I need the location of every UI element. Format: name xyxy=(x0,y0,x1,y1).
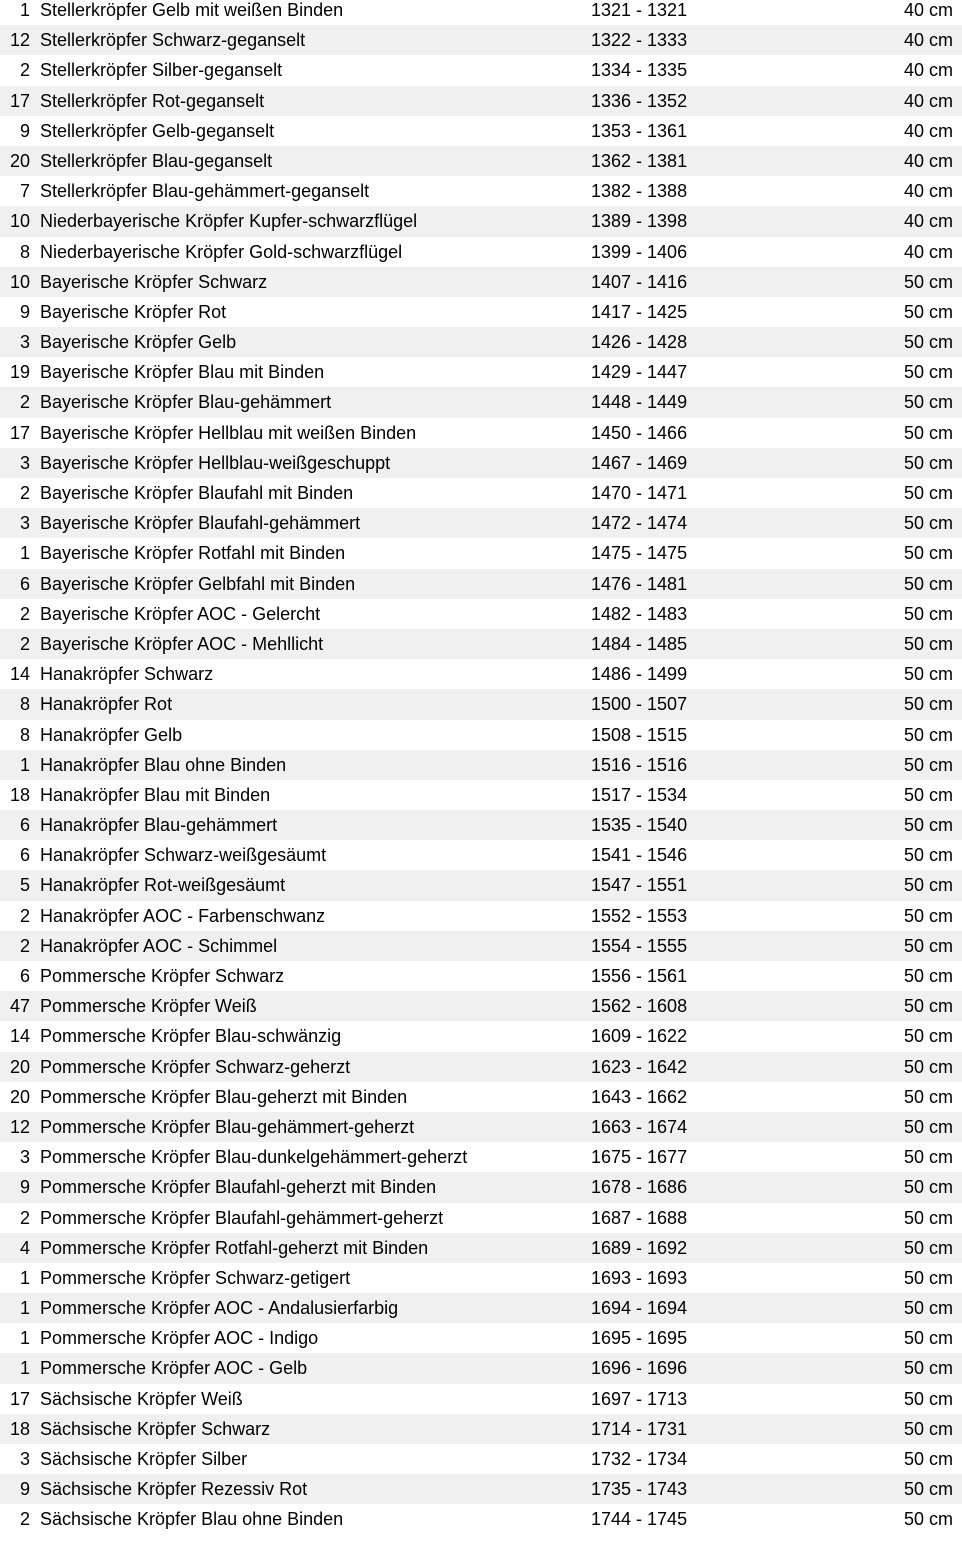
table-row xyxy=(0,538,962,568)
table-row xyxy=(0,86,962,116)
row-cage-size: 50 cm xyxy=(903,483,953,503)
row-count: 5 xyxy=(19,875,30,896)
row-number-range: 1448 - 1449 xyxy=(591,392,688,413)
row-number-range: 1508 - 1515 xyxy=(591,724,688,745)
row-name: Pommersche Kröpfer Blau-dunkelgehämmert-geherzt xyxy=(40,1147,468,1168)
row-cage-size: 50 cm xyxy=(903,784,953,805)
row-number-range: 1735 - 1743 xyxy=(591,1479,688,1500)
row-number-range: 1714 - 1731 xyxy=(591,1418,688,1439)
table-row xyxy=(0,810,962,840)
row-cage-size: 50 cm xyxy=(903,724,953,745)
row-cage-size: 50 cm xyxy=(903,996,953,1017)
row-name: Stellerkröpfer Schwarz-geganselt xyxy=(40,30,306,51)
table-row xyxy=(0,901,962,931)
row-number-range: 1694 - 1694 xyxy=(591,1298,688,1319)
row-name: Bayerische Kröpfer Rotfahl mit Binden xyxy=(40,543,346,564)
row-cage-size: 50 cm xyxy=(903,1116,953,1137)
table-row xyxy=(0,1293,962,1323)
table-row xyxy=(0,387,962,417)
row-count: 18 xyxy=(9,1418,30,1439)
table-row xyxy=(0,1172,962,1202)
row-number-range: 1426 - 1428 xyxy=(591,332,688,353)
row-cage-size: 50 cm xyxy=(903,1449,953,1469)
row-number-range: 1552 - 1553 xyxy=(591,905,688,926)
row-name: Stellerkröpfer Silber-geganselt xyxy=(40,60,283,81)
row-cage-size: 50 cm xyxy=(903,694,953,715)
row-cage-size: 50 cm xyxy=(903,754,953,775)
row-name: Pommersche Kröpfer AOC - Andalusierfarbig xyxy=(40,1298,399,1319)
row-name: Stellerkröpfer Rot-geganselt xyxy=(40,90,265,111)
row-name: Stellerkröpfer Gelb-geganselt xyxy=(40,120,275,141)
row-cage-size: 50 cm xyxy=(903,1237,953,1258)
row-cage-size: 50 cm xyxy=(903,935,953,956)
table-row xyxy=(0,1203,962,1233)
table-row xyxy=(0,508,962,538)
row-count: 3 xyxy=(19,332,30,353)
row-name: Pommersche Kröpfer Blau-gehämmert-geherzt xyxy=(40,1116,415,1137)
row-name: Bayerische Kröpfer AOC - Gelercht xyxy=(40,603,321,624)
row-number-range: 1516 - 1516 xyxy=(591,754,688,775)
row-cage-size: 40 cm xyxy=(903,30,953,51)
row-number-range: 1675 - 1677 xyxy=(591,1147,688,1168)
table-row xyxy=(0,750,962,780)
row-number-range: 1362 - 1381 xyxy=(591,150,688,171)
row-count: 1 xyxy=(19,0,30,20)
row-cage-size: 40 cm xyxy=(903,181,953,202)
row-cage-size: 50 cm xyxy=(903,845,953,866)
row-name: Bayerische Kröpfer Schwarz xyxy=(40,271,268,292)
table-row xyxy=(0,1353,962,1383)
row-number-range: 1472 - 1474 xyxy=(591,513,688,534)
table-row xyxy=(0,961,962,991)
row-number-range: 1482 - 1483 xyxy=(591,603,688,624)
row-number-range: 1382 - 1388 xyxy=(591,181,688,202)
table-row xyxy=(0,357,962,387)
row-count: 18 xyxy=(9,784,30,805)
row-cage-size: 50 cm xyxy=(903,815,953,836)
row-count: 6 xyxy=(19,966,30,986)
row-number-range: 1663 - 1674 xyxy=(591,1116,688,1137)
table-row xyxy=(0,599,962,629)
row-number-range: 1556 - 1561 xyxy=(591,966,688,986)
row-count: 2 xyxy=(19,935,30,956)
table-row xyxy=(0,629,962,659)
row-number-range: 1486 - 1499 xyxy=(591,664,688,685)
table-row xyxy=(0,146,962,176)
row-number-range: 1500 - 1507 xyxy=(591,694,688,715)
row-count: 17 xyxy=(9,1388,30,1409)
row-count: 3 xyxy=(19,513,30,534)
row-name: Hanakröpfer Rot-weißgesäumt xyxy=(40,875,286,896)
row-number-range: 1535 - 1540 xyxy=(591,815,688,836)
row-cage-size: 50 cm xyxy=(903,1388,953,1409)
table-row xyxy=(0,55,962,85)
row-name: Sächsische Kröpfer Blau ohne Binden xyxy=(40,1509,344,1530)
row-count: 2 xyxy=(19,1207,30,1228)
row-cage-size: 50 cm xyxy=(903,1267,953,1288)
table-row xyxy=(0,870,962,900)
table-row xyxy=(0,1233,962,1263)
table-row xyxy=(0,840,962,870)
row-count: 20 xyxy=(9,150,30,171)
row-number-range: 1336 - 1352 xyxy=(591,90,688,111)
row-count: 2 xyxy=(19,633,30,654)
row-cage-size: 50 cm xyxy=(903,362,953,383)
table-row xyxy=(0,237,962,267)
row-name: Sächsische Kröpfer Weiß xyxy=(40,1388,243,1409)
table-row xyxy=(0,1474,962,1504)
row-count: 6 xyxy=(19,845,30,866)
table-row xyxy=(0,478,962,508)
row-number-range: 1334 - 1335 xyxy=(591,60,688,81)
row-number-range: 1678 - 1686 xyxy=(591,1177,688,1198)
table-row xyxy=(0,1052,962,1082)
row-cage-size: 50 cm xyxy=(903,633,953,654)
table-row xyxy=(0,1414,962,1444)
row-number-range: 1399 - 1406 xyxy=(591,241,688,262)
row-name: Bayerische Kröpfer Rot xyxy=(40,301,227,322)
row-count: 6 xyxy=(19,573,30,594)
row-count: 2 xyxy=(19,905,30,926)
table-row xyxy=(0,176,962,206)
row-count: 17 xyxy=(9,90,30,111)
row-name: Pommersche Kröpfer Schwarz xyxy=(40,966,285,986)
table-row xyxy=(0,991,962,1021)
table-row xyxy=(0,1323,962,1353)
row-name: Stellerkröpfer Gelb mit weißen Binden xyxy=(40,0,344,20)
table-row xyxy=(0,267,962,297)
row-cage-size: 50 cm xyxy=(903,1056,953,1077)
row-count: 8 xyxy=(19,694,30,715)
table-row xyxy=(0,448,962,478)
table-row xyxy=(0,1082,962,1112)
row-count: 10 xyxy=(9,271,30,292)
row-count: 1 xyxy=(19,543,30,564)
row-count: 9 xyxy=(19,120,30,141)
row-count: 1 xyxy=(19,1267,30,1288)
row-count: 9 xyxy=(19,301,30,322)
row-name: Pommersche Kröpfer Blau-geherzt mit Binden xyxy=(40,1086,408,1107)
table-row xyxy=(0,1444,962,1474)
row-number-range: 1467 - 1469 xyxy=(591,452,688,473)
row-name: Hanakröpfer Schwarz xyxy=(40,664,214,685)
row-name: Pommersche Kröpfer AOC - Gelb xyxy=(40,1358,308,1379)
row-count: 2 xyxy=(19,483,30,503)
row-count: 1 xyxy=(19,1358,30,1379)
table-row xyxy=(0,0,962,25)
row-count: 14 xyxy=(9,1026,30,1047)
table-row xyxy=(0,1384,962,1414)
row-name: Pommersche Kröpfer Schwarz-getigert xyxy=(40,1267,351,1288)
row-count: 1 xyxy=(19,754,30,775)
row-cage-size: 50 cm xyxy=(903,1086,953,1107)
table-row xyxy=(0,297,962,327)
row-name: Bayerische Kröpfer Blaufahl mit Binden xyxy=(40,483,354,503)
row-cage-size: 40 cm xyxy=(903,0,953,20)
row-cage-size: 50 cm xyxy=(903,1358,953,1379)
row-number-range: 1450 - 1466 xyxy=(591,422,688,443)
row-name: Bayerische Kröpfer Blaufahl-gehämmert xyxy=(40,513,361,534)
table-row xyxy=(0,659,962,689)
row-cage-size: 50 cm xyxy=(903,332,953,353)
row-number-range: 1687 - 1688 xyxy=(591,1207,688,1228)
row-number-range: 1476 - 1481 xyxy=(591,573,688,594)
row-name: Pommersche Kröpfer AOC - Indigo xyxy=(40,1328,319,1349)
row-number-range: 1429 - 1447 xyxy=(591,362,688,383)
row-cage-size: 50 cm xyxy=(903,1328,953,1349)
row-count: 1 xyxy=(19,1328,30,1349)
row-cage-size: 40 cm xyxy=(903,211,953,232)
row-count: 3 xyxy=(19,1449,30,1469)
row-name: Sächsische Kröpfer Rezessiv Rot xyxy=(40,1479,308,1500)
row-count: 3 xyxy=(19,1147,30,1168)
row-number-range: 1517 - 1534 xyxy=(591,784,688,805)
row-cage-size: 40 cm xyxy=(903,60,953,81)
row-name: Bayerische Kröpfer Hellblau-weißgeschuppt xyxy=(40,452,391,473)
row-name: Pommersche Kröpfer Blaufahl-gehämmert-geherzt xyxy=(40,1207,444,1228)
row-name: Stellerkröpfer Blau-gehämmert-geganselt xyxy=(40,181,370,202)
row-name: Bayerische Kröpfer Hellblau mit weißen Binden xyxy=(40,422,417,443)
row-count: 9 xyxy=(19,1177,30,1198)
row-count: 12 xyxy=(9,30,30,51)
row-name: Niederbayerische Kröpfer Kupfer-schwarzflügel xyxy=(40,211,418,232)
row-name: Hanakröpfer AOC - Schimmel xyxy=(40,935,278,956)
row-number-range: 1732 - 1734 xyxy=(591,1449,688,1469)
table-row xyxy=(0,116,962,146)
row-count: 14 xyxy=(9,664,30,685)
table-row xyxy=(0,1504,962,1534)
row-count: 2 xyxy=(19,60,30,81)
row-name: Bayerische Kröpfer Blau mit Binden xyxy=(40,362,325,383)
row-cage-size: 50 cm xyxy=(903,1509,953,1530)
row-cage-size: 50 cm xyxy=(903,1298,953,1319)
row-count: 3 xyxy=(19,452,30,473)
row-number-range: 1470 - 1471 xyxy=(591,483,688,503)
row-number-range: 1695 - 1695 xyxy=(591,1328,688,1349)
row-number-range: 1321 - 1321 xyxy=(591,0,688,20)
row-number-range: 1417 - 1425 xyxy=(591,301,688,322)
row-count: 47 xyxy=(9,996,30,1017)
row-cage-size: 50 cm xyxy=(903,392,953,413)
row-cage-size: 40 cm xyxy=(903,241,953,262)
row-count: 4 xyxy=(19,1237,30,1258)
row-cage-size: 40 cm xyxy=(903,150,953,171)
row-cage-size: 50 cm xyxy=(903,573,953,594)
row-name: Sächsische Kröpfer Silber xyxy=(40,1449,248,1469)
row-number-range: 1689 - 1692 xyxy=(591,1237,688,1258)
row-cage-size: 50 cm xyxy=(903,1418,953,1439)
row-name: Pommersche Kröpfer Schwarz-geherzt xyxy=(40,1056,351,1077)
row-number-range: 1696 - 1696 xyxy=(591,1358,688,1379)
table-row xyxy=(0,1021,962,1051)
row-number-range: 1541 - 1546 xyxy=(591,845,688,866)
row-count: 20 xyxy=(9,1056,30,1077)
row-number-range: 1744 - 1745 xyxy=(591,1509,688,1530)
row-name: Bayerische Kröpfer Blau-gehämmert xyxy=(40,392,332,413)
table-row xyxy=(0,931,962,961)
table-row xyxy=(0,689,962,719)
row-count: 12 xyxy=(9,1116,30,1137)
row-name: Hanakröpfer Schwarz-weißgesäumt xyxy=(40,845,327,866)
row-cage-size: 50 cm xyxy=(903,1026,953,1047)
table-row xyxy=(0,206,962,236)
row-cage-size: 50 cm xyxy=(903,1207,953,1228)
row-cage-size: 40 cm xyxy=(903,120,953,141)
row-number-range: 1389 - 1398 xyxy=(591,211,688,232)
row-number-range: 1475 - 1475 xyxy=(591,543,688,564)
row-cage-size: 50 cm xyxy=(903,966,953,986)
row-number-range: 1643 - 1662 xyxy=(591,1086,688,1107)
row-name: Hanakröpfer Blau ohne Binden xyxy=(40,754,287,775)
row-cage-size: 40 cm xyxy=(903,90,953,111)
table-row xyxy=(0,720,962,750)
row-count: 9 xyxy=(19,1479,30,1500)
row-number-range: 1693 - 1693 xyxy=(591,1267,688,1288)
row-number-range: 1562 - 1608 xyxy=(591,996,688,1017)
row-cage-size: 50 cm xyxy=(903,905,953,926)
table-row xyxy=(0,418,962,448)
row-number-range: 1554 - 1555 xyxy=(591,935,688,956)
row-count: 17 xyxy=(9,422,30,443)
row-number-range: 1609 - 1622 xyxy=(591,1026,688,1047)
row-name: Pommersche Kröpfer Blau-schwänzig xyxy=(40,1026,342,1047)
row-number-range: 1407 - 1416 xyxy=(591,271,688,292)
row-count: 8 xyxy=(19,724,30,745)
row-cage-size: 50 cm xyxy=(903,875,953,896)
row-cage-size: 50 cm xyxy=(903,664,953,685)
row-name: Niederbayerische Kröpfer Gold-schwarzflügel xyxy=(40,241,403,262)
row-name: Pommersche Kröpfer Rotfahl-geherzt mit Binden xyxy=(40,1237,429,1258)
row-count: 10 xyxy=(9,211,30,232)
table-row xyxy=(0,569,962,599)
row-count: 19 xyxy=(9,362,30,383)
row-cage-size: 50 cm xyxy=(903,422,953,443)
row-name: Hanakröpfer Blau mit Binden xyxy=(40,784,271,805)
row-name: Hanakröpfer AOC - Farbenschwanz xyxy=(40,905,326,926)
row-name: Hanakröpfer Blau-gehämmert xyxy=(40,815,278,836)
row-cage-size: 50 cm xyxy=(903,603,953,624)
row-number-range: 1623 - 1642 xyxy=(591,1056,688,1077)
row-count: 8 xyxy=(19,241,30,262)
table-row xyxy=(0,1112,962,1142)
row-count: 2 xyxy=(19,603,30,624)
row-number-range: 1697 - 1713 xyxy=(591,1388,688,1409)
row-cage-size: 50 cm xyxy=(903,452,953,473)
row-number-range: 1484 - 1485 xyxy=(591,633,688,654)
row-name: Pommersche Kröpfer Weiß xyxy=(40,996,257,1017)
row-name: Bayerische Kröpfer AOC - Mehllicht xyxy=(40,633,324,654)
row-count: 20 xyxy=(9,1086,30,1107)
row-cage-size: 50 cm xyxy=(903,271,953,292)
row-name: Hanakröpfer Gelb xyxy=(40,724,183,745)
row-count: 2 xyxy=(19,392,30,413)
row-count: 7 xyxy=(19,181,30,202)
row-name: Pommersche Kröpfer Blaufahl-geherzt mit Binden xyxy=(40,1177,437,1198)
row-cage-size: 50 cm xyxy=(903,1479,953,1500)
row-cage-size: 50 cm xyxy=(903,543,953,564)
row-name: Bayerische Kröpfer Gelbfahl mit Binden xyxy=(40,573,356,594)
row-count: 6 xyxy=(19,815,30,836)
row-cage-size: 50 cm xyxy=(903,301,953,322)
row-cage-size: 50 cm xyxy=(903,1177,953,1198)
row-name: Bayerische Kröpfer Gelb xyxy=(40,332,237,353)
row-number-range: 1322 - 1333 xyxy=(591,30,688,51)
table-row xyxy=(0,780,962,810)
table-row xyxy=(0,1142,962,1172)
row-number-range: 1353 - 1361 xyxy=(591,120,688,141)
row-name: Stellerkröpfer Blau-geganselt xyxy=(40,150,273,171)
table-row xyxy=(0,1263,962,1293)
row-name: Sächsische Kröpfer Schwarz xyxy=(40,1418,271,1439)
row-number-range: 1547 - 1551 xyxy=(591,875,688,896)
row-cage-size: 50 cm xyxy=(903,1147,953,1168)
table-row xyxy=(0,25,962,55)
row-count: 2 xyxy=(19,1509,30,1530)
row-cage-size: 50 cm xyxy=(903,513,953,534)
row-name: Hanakröpfer Rot xyxy=(40,694,173,715)
row-count: 1 xyxy=(19,1298,30,1319)
table-row xyxy=(0,327,962,357)
